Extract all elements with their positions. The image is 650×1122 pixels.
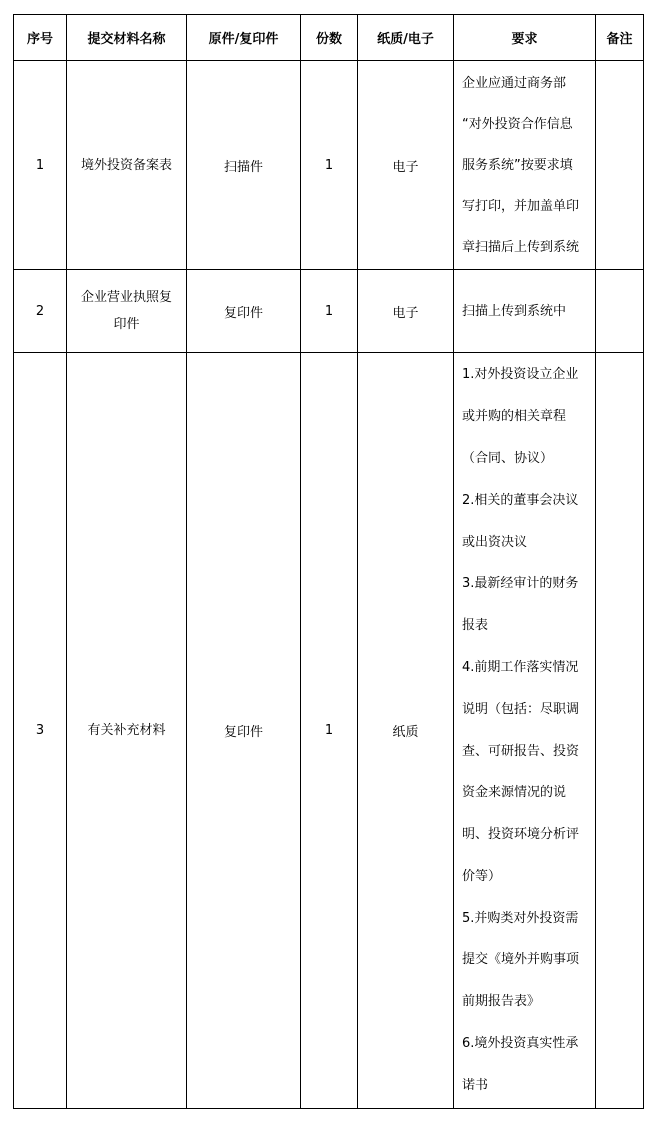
cell-copies: 1 — [301, 353, 358, 1109]
name-line: 企业营业执照复 — [80, 290, 172, 305]
header-type: 原件/复印件 — [187, 15, 301, 61]
requirement-line: 写打印，并加盖单印 — [462, 198, 580, 214]
cell-name — [67, 270, 187, 353]
cell-requirement — [454, 270, 596, 353]
requirement-line: 价等） — [462, 868, 502, 884]
name-line: 有关补充材料 — [87, 723, 166, 738]
cell-format: 纸质 — [358, 353, 454, 1109]
cell-remark — [596, 61, 644, 270]
requirement-line: 3.最新经审计的财务 — [462, 576, 579, 592]
materials-table — [13, 14, 644, 1109]
requirement-line: 4.前期工作落实情况 — [462, 659, 579, 675]
name-line: 境外投资备案表 — [80, 157, 172, 173]
cell-type: 复印件 — [187, 270, 301, 353]
cell-copies: 1 — [301, 61, 358, 270]
requirement-line: 1.对外投资设立企业 — [462, 367, 579, 383]
requirement-line: 资金来源情况的说 — [462, 785, 567, 801]
cell-type: 复印件 — [187, 353, 301, 1109]
table-row — [14, 353, 644, 1109]
cell-requirement — [454, 353, 596, 1109]
cell-name — [67, 353, 187, 1109]
name-line: 印件 — [113, 317, 140, 332]
requirement-line: 明、投资环境分析评 — [462, 827, 580, 843]
cell-copies: 1 — [301, 270, 358, 353]
requirement-line: 或并购的相关章程 — [462, 409, 567, 425]
header-no: 序号 — [14, 15, 67, 61]
cell-type: 扫描件 — [187, 61, 301, 270]
cell-remark — [596, 353, 644, 1109]
requirement-line: 说明（包括：尽职调 — [462, 701, 580, 717]
cell-remark — [596, 270, 644, 353]
cell-no: 3 — [14, 353, 67, 1109]
requirement-line: “对外投资合作信息 — [462, 116, 573, 132]
header-remark: 备注 — [596, 15, 644, 61]
requirement-line: 章扫描后上传到系统 — [462, 239, 580, 255]
requirement-line: （合同、协议） — [462, 450, 554, 466]
header-row — [14, 15, 644, 61]
cell-name — [67, 61, 187, 270]
requirement-line: 报表 — [462, 618, 489, 634]
requirement-line: 6.境外投资真实性承 — [462, 1036, 579, 1052]
header-copies: 份数 — [301, 15, 358, 61]
requirement-line: 5.并购类对外投资需 — [462, 910, 579, 926]
table-row — [14, 61, 644, 270]
requirement-line: 扫描上传到系统中 — [462, 303, 567, 319]
requirement-line: 企业应通过商务部 — [462, 75, 567, 91]
cell-no: 2 — [14, 270, 67, 353]
header-name: 提交材料名称 — [67, 15, 187, 61]
cell-format: 电子 — [358, 270, 454, 353]
requirement-line: 查、可研报告、投资 — [462, 743, 580, 759]
requirement-line: 前期报告表》 — [462, 994, 541, 1010]
requirement-line: 或出资决议 — [462, 534, 528, 550]
requirement-line: 2.相关的董事会决议 — [462, 492, 579, 508]
requirement-line: 提交《境外并购事项 — [462, 952, 580, 968]
requirement-line: 诺书 — [462, 1077, 489, 1093]
requirement-line: 服务系统”按要求填 — [462, 157, 573, 173]
header-format: 纸质/电子 — [358, 15, 454, 61]
cell-no: 1 — [14, 61, 67, 270]
table-row — [14, 270, 644, 353]
cell-format: 电子 — [358, 61, 454, 270]
cell-requirement — [454, 61, 596, 270]
header-requirement: 要求 — [454, 15, 596, 61]
